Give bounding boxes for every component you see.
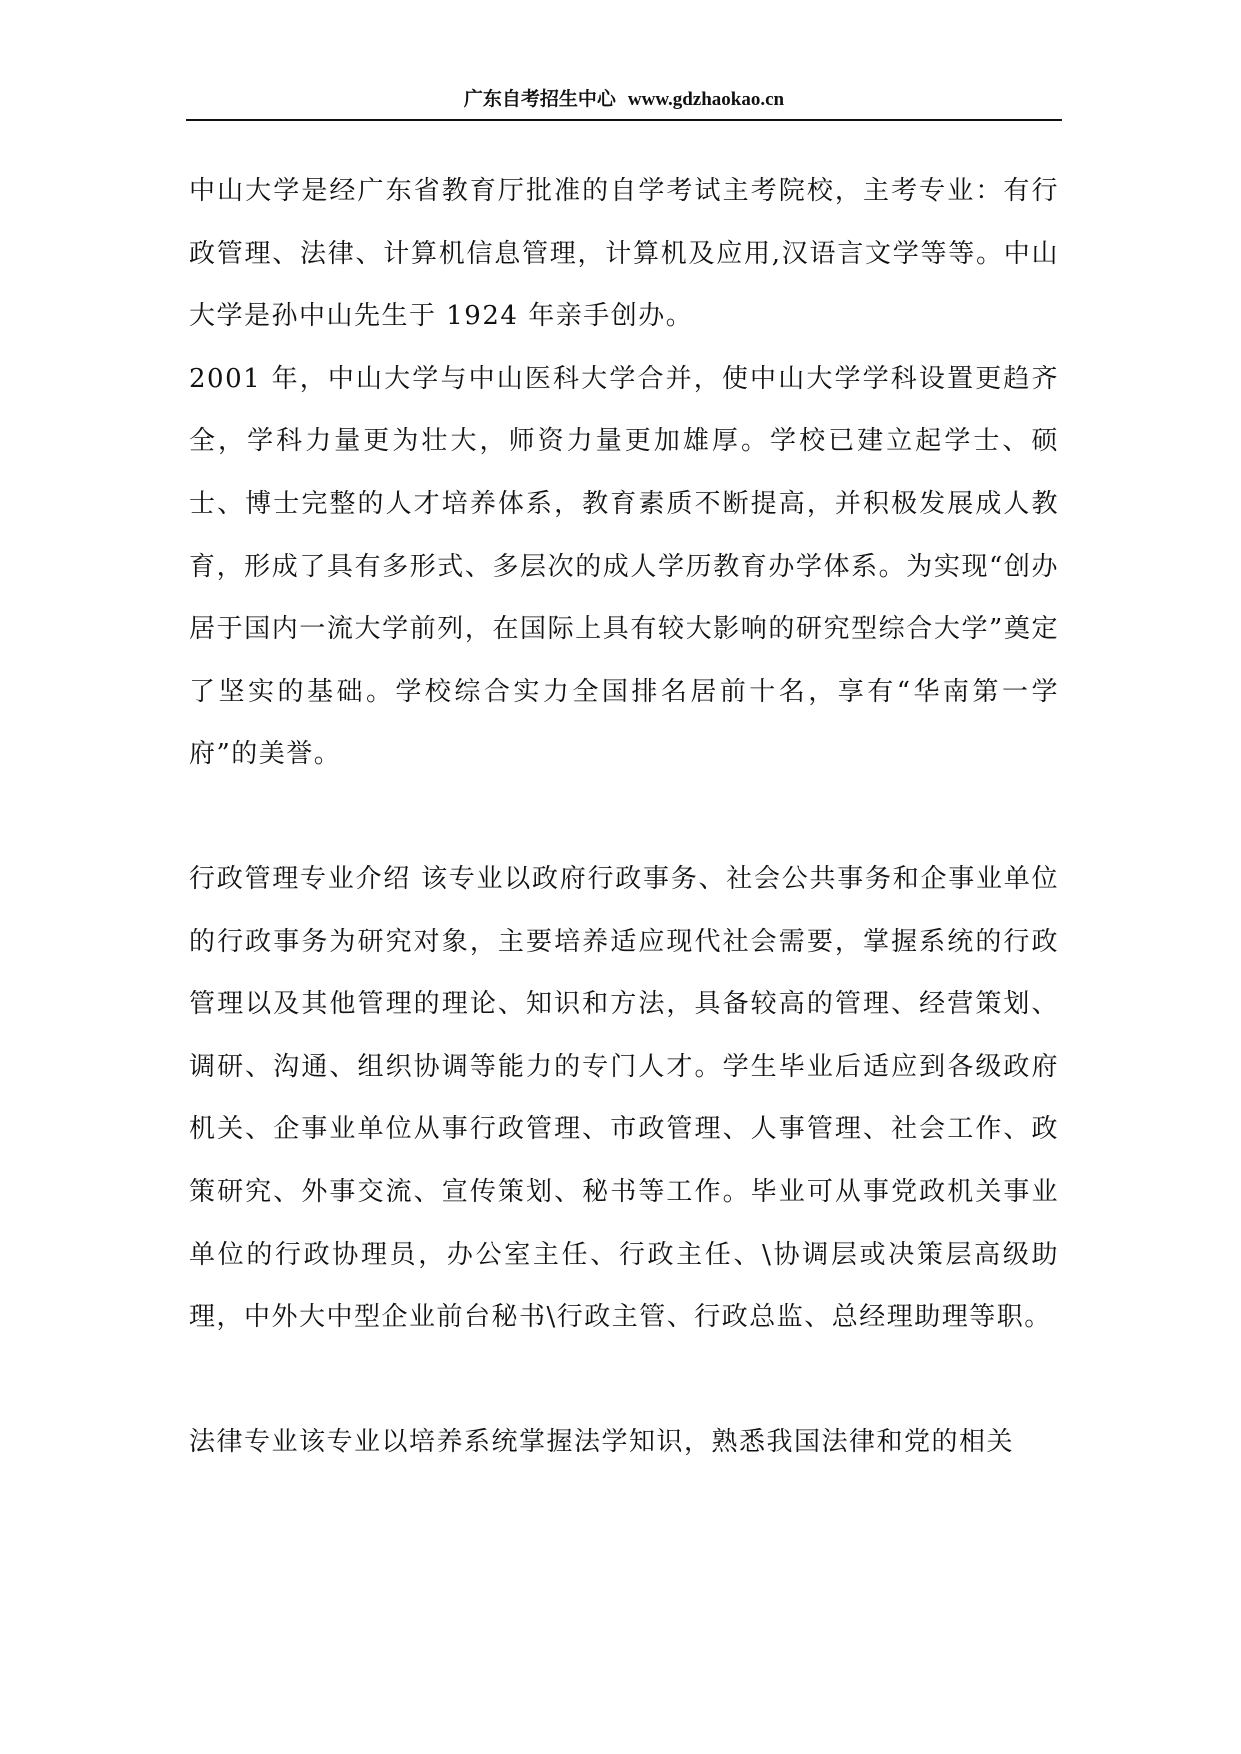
- paragraph-spacer: [189, 1349, 1059, 1411]
- header-site-url: www.gdzhaokao.cn: [627, 89, 785, 110]
- header-site-name: 广东自考招生中心: [463, 89, 616, 110]
- paragraph-law-major: 法律专业该专业以培养系统掌握法学知识，熟悉我国法律和党的相关: [189, 1426, 1015, 1457]
- paragraph-admin-major: 行政管理专业介绍 该专业以政府行政事务、社会公共事务和企事业单位的行政事务为研究对象，主要培养适应现代社会需要，掌握系统的行政管理以及其他管理的理论、知识和方法，具备较高的管理、经营策划、调研、沟通、组织协调等能力的专门人才。学生毕业后适应到各级政府机关、企事业单位从事行政管理、市政管理、人事管理、社会工作、政策研究、外事交流、宣传策划、秘书等工作。毕业可从事党政机关事业单位的行政协理员，办公室主任、行政主任、\协调层或决策层高级助理，中外大中型企业前台秘书\行政主管、行政总监、总经理助理等职。: [189, 863, 1059, 1333]
- paragraph-history: 2001 年，中山大学与中山医科大学合并，使中山大学学科设置更趋齐全，学科力量更为壮大，师资力量更加雄厚。学校已建立起学士、硕士、博士完整的人才培养体系，教育素质不断提高，并积极发展成人教育，形成了具有多形式、多层次的成人学历教育办学体系。为实现“创办居于国内一流大学前列，在国际上具有较大影响的研究型综合大学”奠定了坚实的基础。学校综合实力全国排名居前十名，享有“华南第一学府”的美誉。: [189, 363, 1059, 770]
- header-rule: [186, 119, 1062, 121]
- paragraph-spacer: [189, 786, 1059, 848]
- document-body: [189, 160, 1059, 1473]
- paragraph-intro: 中山大学是经广东省教育厅批准的自学考试主考院校，主考专业：有行政管理、法律、计算机信息管理，计算机及应用,汉语言文学等等。中山大学是孙中山先生于 1924 年亲手创办。: [189, 176, 1059, 332]
- page-header: [186, 88, 1062, 112]
